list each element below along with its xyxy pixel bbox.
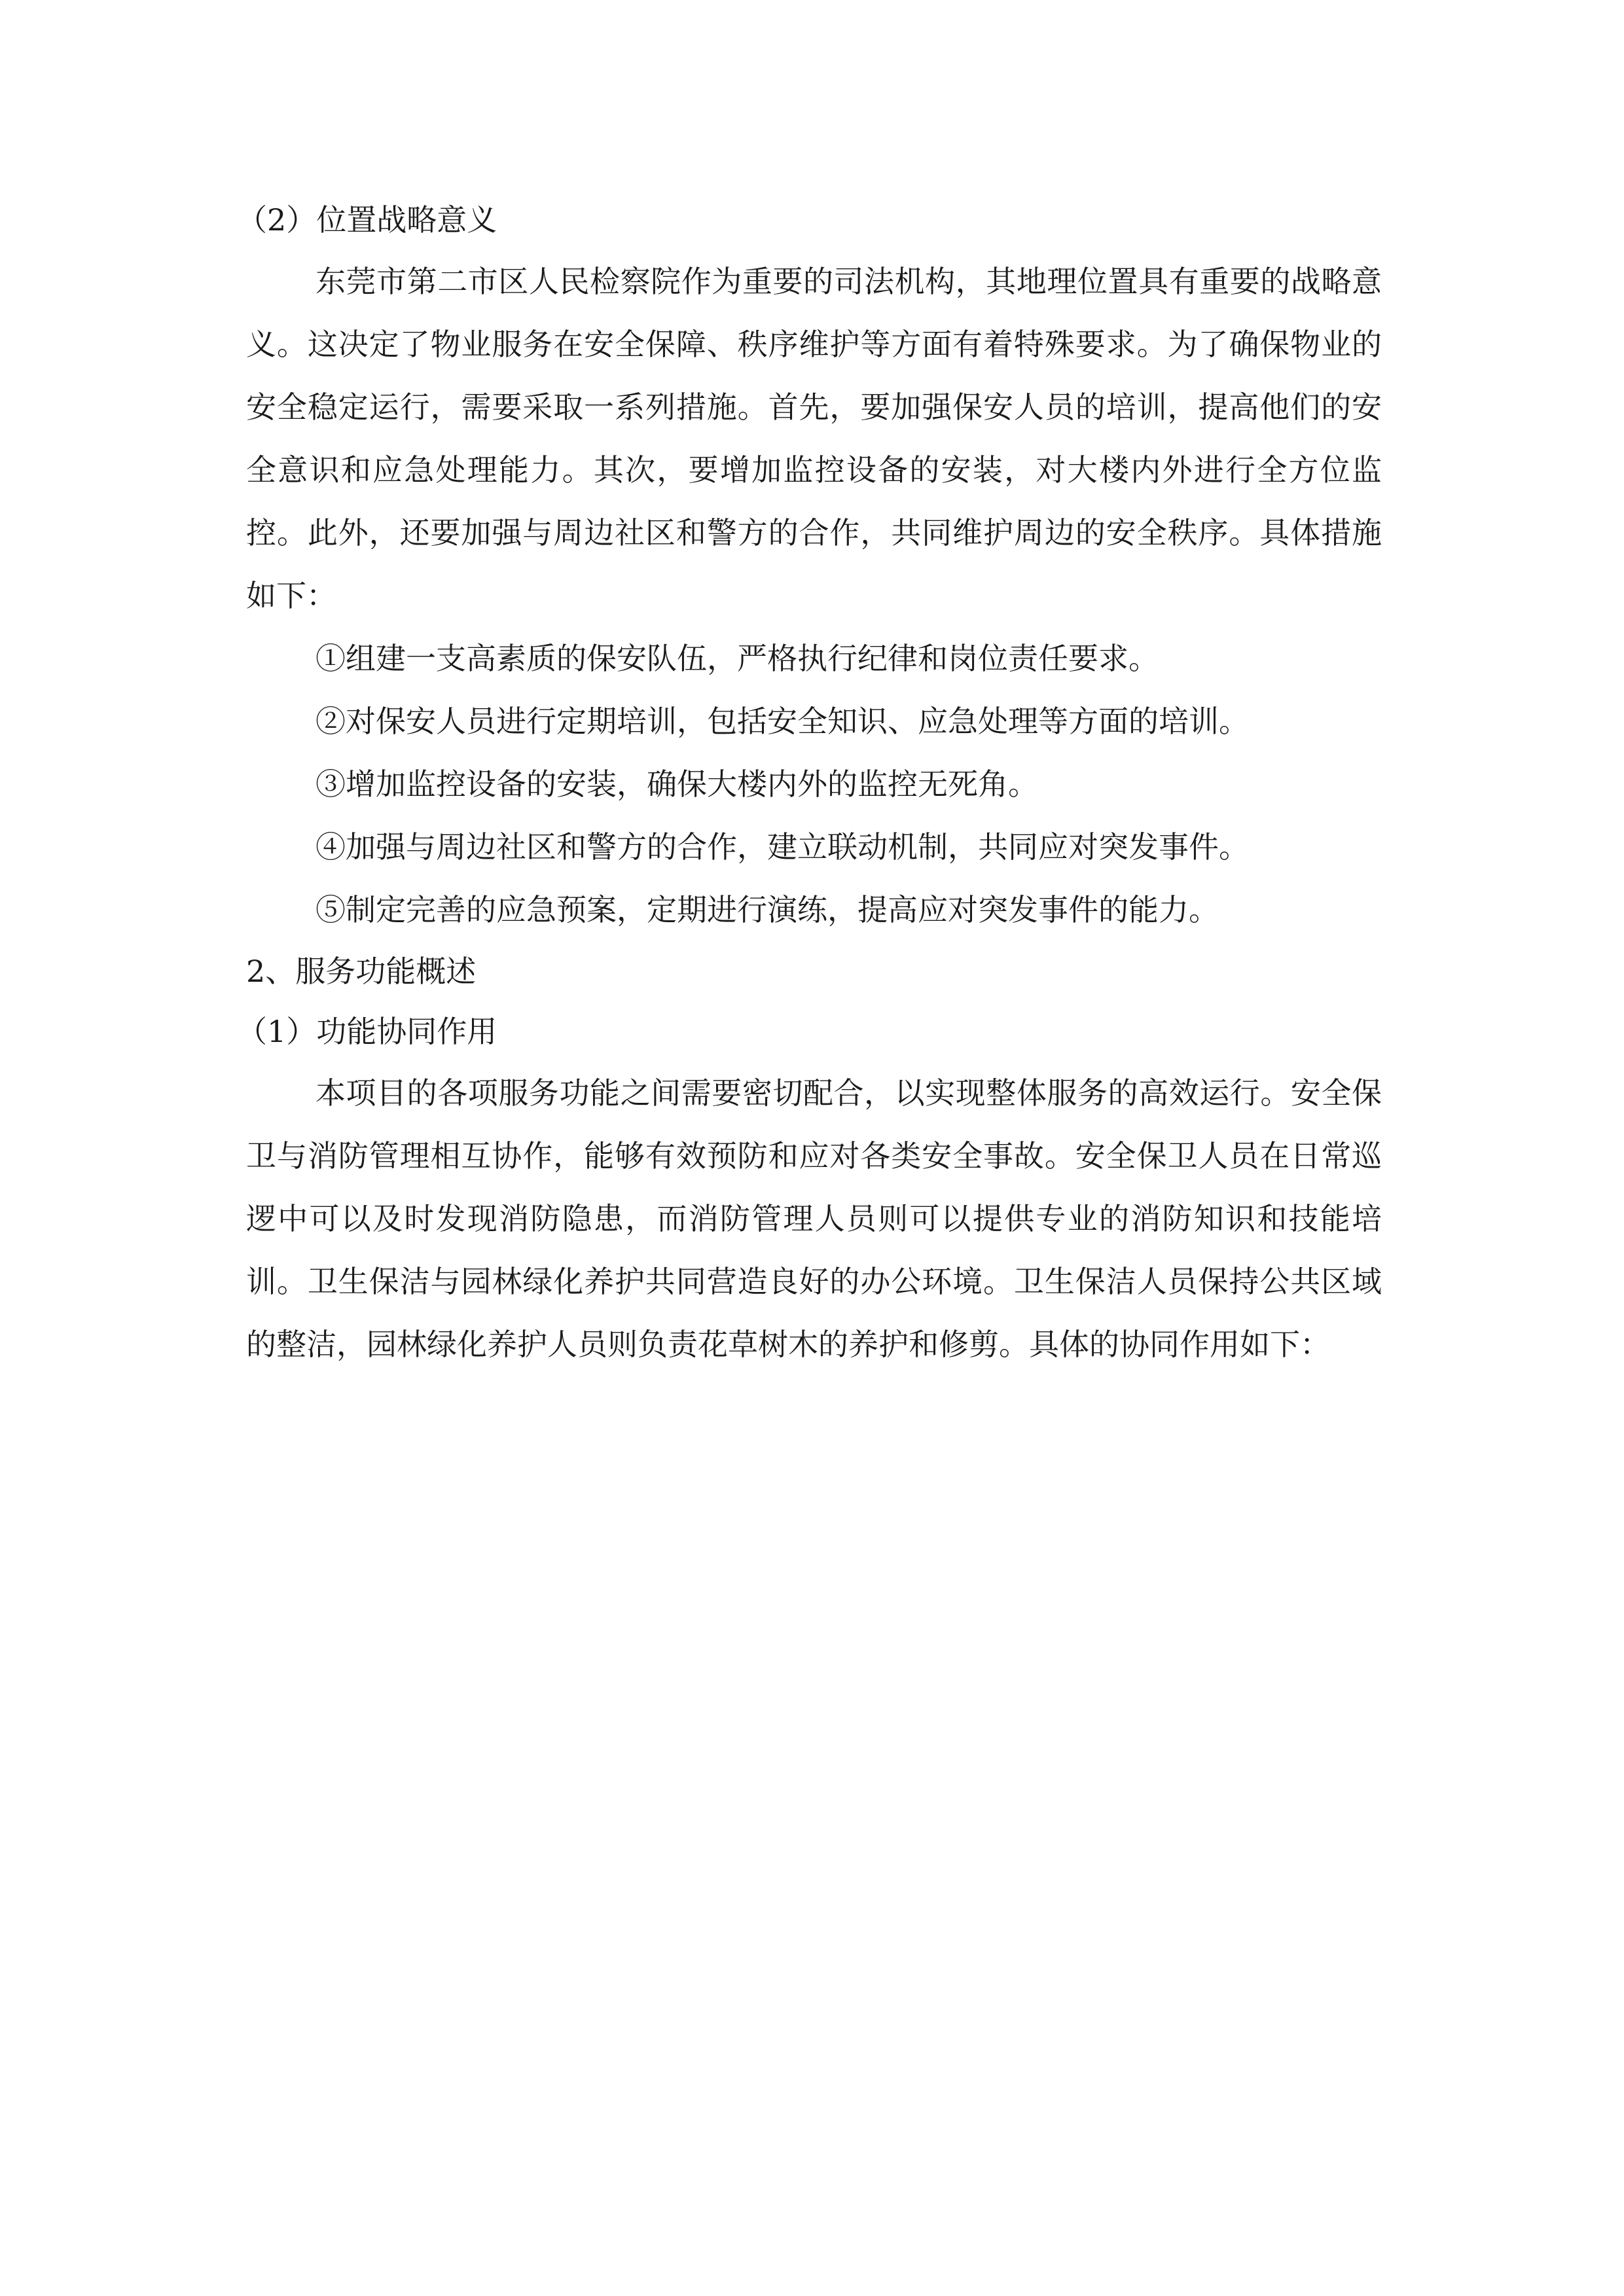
heading-service-overview: 2、服务功能概述 xyxy=(246,954,477,989)
subheading-function-synergy: （1）功能协同作用 xyxy=(237,1014,497,1049)
measure-item-5: ⑤制定完善的应急预案，定期进行演练，提高应对突发事件的能力。 xyxy=(316,892,1219,927)
measure-item-1: ①组建一支高素质的保安队伍，严格执行纪律和岗位责任要求。 xyxy=(316,641,1159,676)
document-body xyxy=(237,190,1382,1376)
measure-item-4: ④加强与周边社区和警方的合作，建立联动机制，共同应对突发事件。 xyxy=(316,829,1249,865)
measure-item-3: ③增加监控设备的安装，确保大楼内外的监控无死角。 xyxy=(316,766,1038,802)
subheading-location-significance: （2）位置战略意义 xyxy=(237,202,497,238)
paragraph-function-synergy: 本项目的各项服务功能之间需要密切配合，以实现整体服务的高效运行。安全保卫与消防管理相互协作，能够有效预防和应对各类安全事故。安全保卫人员在日常巡逻中可以及时发现消防隐患，而消防管理人员则可以提供专业的消防知识和技能培训。卫生保洁与园林绿化养护共同营造良好的办公环境。卫生保洁人员保持公共区域的整洁，园林绿化养护人员则负责花草树木的养护和修剪。具体的协同作用如下： xyxy=(246,1075,1382,1362)
paragraph-location-significance: 东莞市第二市区人民检察院作为重要的司法机构，其地理位置具有重要的战略意义。这决定了物业服务在安全保障、秩序维护等方面有着特殊要求。为了确保物业的安全稳定运行，需要采取一系列措施。首先，要加强保安人员的培训，提高他们的安全意识和应急处理能力。其次，要增加监控设备的安装，对大楼内外进行全方位监控。此外，还要加强与周边社区和警方的合作，共同维护周边的安全秩序。具体措施如下： xyxy=(246,264,1382,613)
measure-item-2: ②对保安人员进行定期培训，包括安全知识、应急处理等方面的培训。 xyxy=(316,704,1249,739)
